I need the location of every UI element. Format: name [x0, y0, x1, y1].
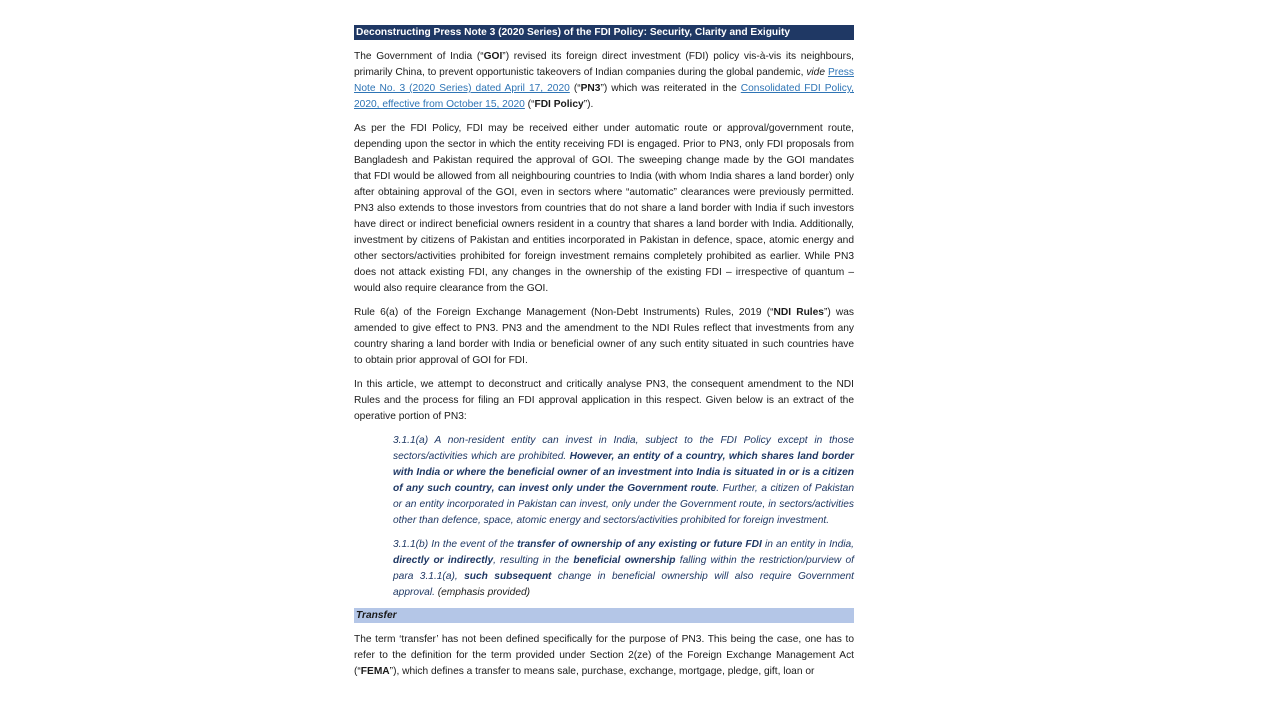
ndi-rules-paragraph: Rule 6(a) of the Foreign Exchange Management (Non-Debt Instruments) Rules, 2019 (“NDI Rules”) was amended to give effect to PN3. PN3 and the amendment to the NDI Rules reflect that investments from any country sharing a land border with India or beneficial owner of any such entity situated in such countries have to obtain prior approval of GOI for FDI. [354, 307, 855, 366]
quote-clause-a: 3.1.1(a) A non-resident entity can invest in India, subject to the FDI Policy except in those sectors/activities which are prohibited. However, an entity of a country, which shares land border with India or where the beneficial owner of an investment into India is situated in or is a citizen of any such country, can invest only under the Government route. Further, a citizen of Pakistan or an entity incorporated in Pakistan can invest, only under the Government route, in sectors/activities other than defence, space, atomic energy and sectors/activities prohibited for foreign investment. [393, 435, 854, 526]
section-heading-transfer: Transfer [354, 608, 854, 623]
fdi-routes-paragraph: As per the FDI Policy, FDI may be received either under automatic route or approval/government route, depending upon the sector in which the entity receiving FDI is engaged. Prior to PN3, only FDI proposals from Bangladesh and Pakistan required the approval of GOI. The sweeping change made by the GOI mandates that FDI would be allowed from all neighbouring countries to India (with whom India shares a land border) only after obtaining approval of the GOI, even in sectors where “automatic” clearances were previously permitted. PN3 also extends to those investors from countries that do not share a land border with India if such investors have direct or indirect beneficial owners resident in a country that shares a land border with India. Additionally, investment by citizens of Pakistan and entities incorporated in Pakistan in defence, space, atomic energy and other sectors/activities prohibited for foreign investment remains completely prohibited as earlier. While PN3 does not attack existing FDI, any changes in the ownership of the existing FDI – irrespective of quantum – would also require clearance from the GOI. [354, 123, 854, 294]
transfer-paragraph: The term ‘transfer’ has not been defined specifically for the purpose of PN3. This being the case, one has to refer to the definition for the term provided under Section 2(ze) of the Foreign Exchange Management Act (“FEMA”), which defines a transfer to means sale, purchase, exchange, mortgage, pledge, gift, loan or [354, 634, 854, 677]
press-note-link[interactable]: Press Note No. 3 (2020 Series) dated April 17, 2020 [354, 67, 854, 94]
fdi-policy-link[interactable]: Consolidated FDI Policy, 2020, effective from October 15, 2020 [354, 83, 854, 110]
document-title: Deconstructing Press Note 3 (2020 Series) of the FDI Policy: Security, Clarity and Exiguity [354, 25, 854, 40]
article-scope-paragraph: In this article, we attempt to deconstruct and critically analyse PN3, the consequent amendment to the NDI Rules and the process for filing an FDI approval application in this respect. Given below is an extract of the operative portion of PN3: [354, 379, 854, 422]
intro-paragraph: The Government of India (“GOI”) revised its foreign direct investment (FDI) policy vis-à-vis its neighbours, primarily China, to prevent opportunistic takeovers of Indian companies during the global pandemic, vide Press Note No. 3 (2020 Series) dated April 17, 2020 (“PN3”) which was reiterated in the Consolidated FDI Policy, 2020, effective from October 15, 2020 (“FDI Policy”). [354, 51, 854, 110]
quote-clause-b: 3.1.1(b) In the event of the transfer of ownership of any existing or future FDI in an entity in India, directly or indirectly, resulting in the beneficial ownership falling within the restriction/purview of para 3.1.1(a), such subsequent change in beneficial ownership will also require Government approval. (emphasis provided) [393, 539, 854, 598]
document-page [354, 25, 854, 680]
